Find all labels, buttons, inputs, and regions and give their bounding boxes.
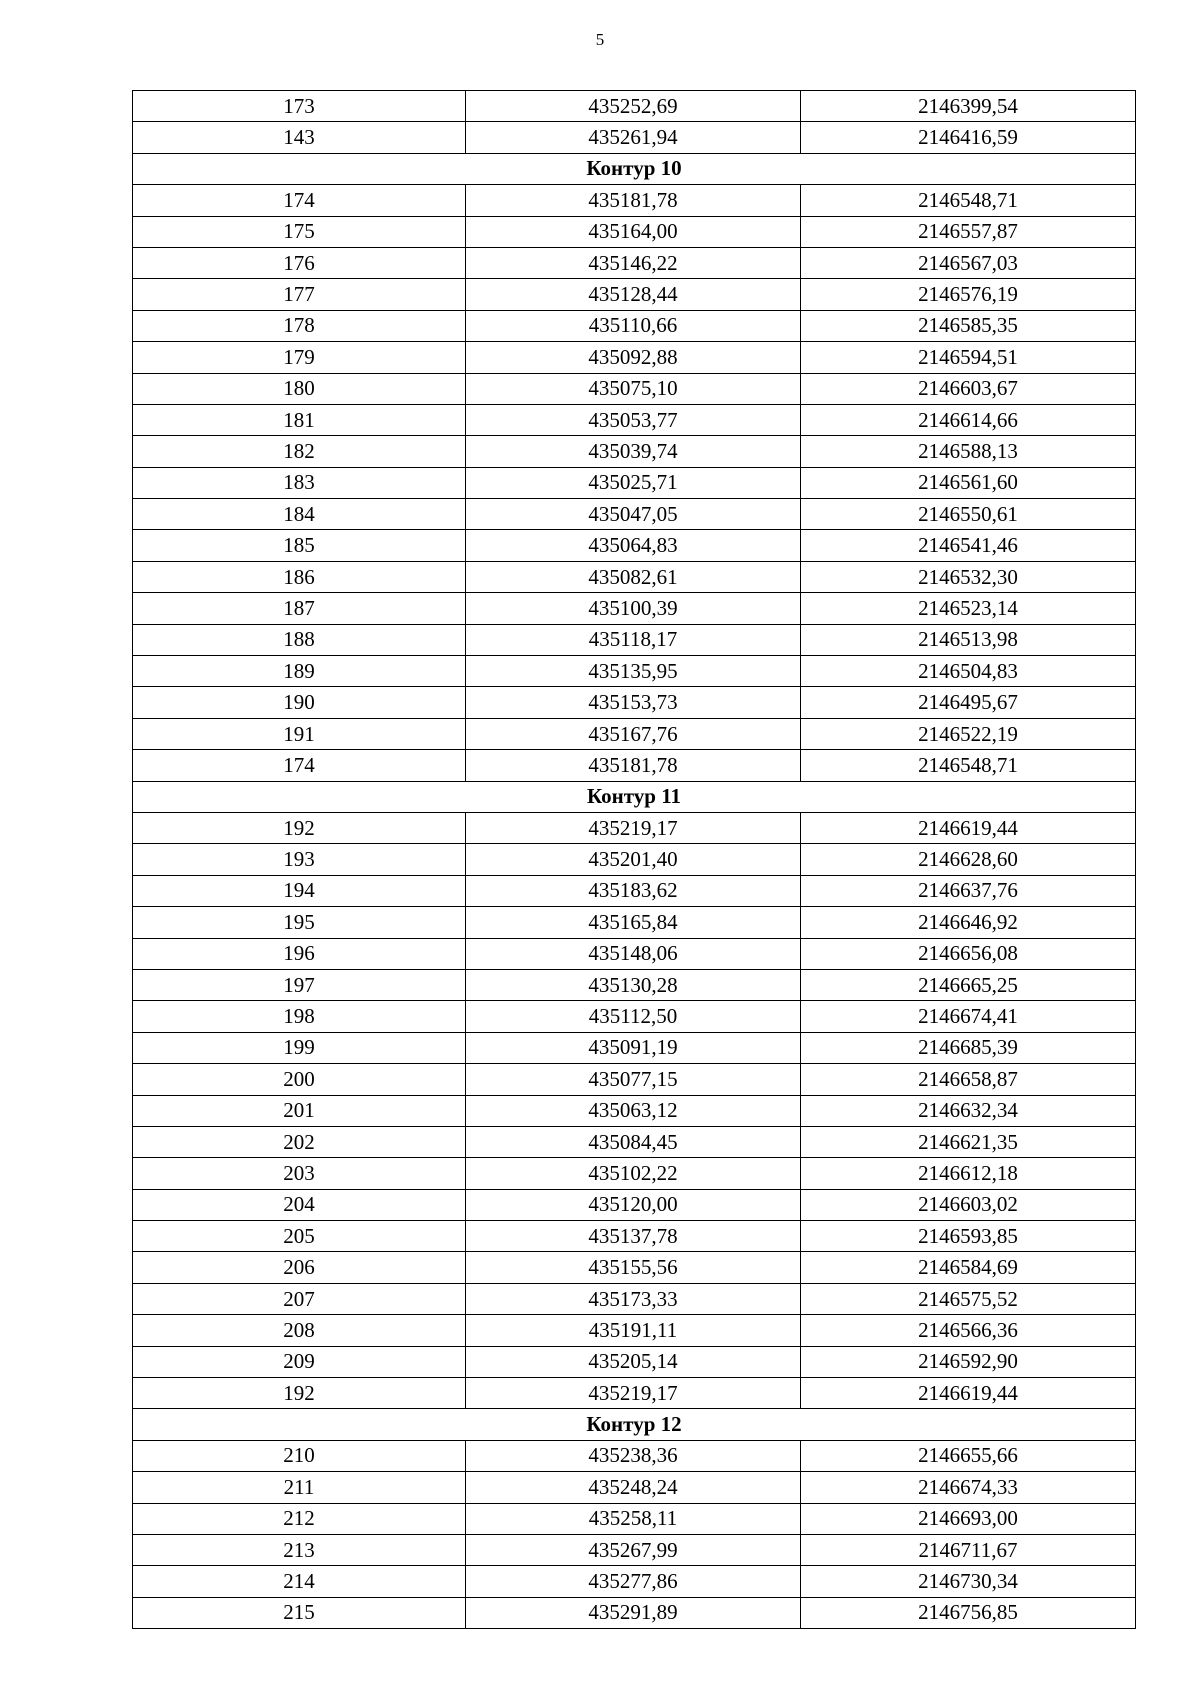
point-number-cell: 208 (133, 1315, 466, 1346)
table-row (133, 1346, 1136, 1377)
x-coordinate-cell: 435064,83 (466, 530, 801, 561)
y-coordinate-cell: 2146541,46 (801, 530, 1136, 561)
coordinates-table-body (133, 91, 1136, 1629)
x-coordinate-cell: 435153,73 (466, 687, 801, 718)
x-coordinate-cell: 435155,56 (466, 1252, 801, 1283)
table-row (133, 593, 1136, 624)
x-coordinate-cell: 435063,12 (466, 1095, 801, 1126)
point-number-cell: 198 (133, 1001, 466, 1032)
point-number-cell: 204 (133, 1189, 466, 1220)
y-coordinate-cell: 2146619,44 (801, 812, 1136, 843)
point-number-cell: 193 (133, 844, 466, 875)
x-coordinate-cell: 435091,19 (466, 1032, 801, 1063)
y-coordinate-cell: 2146504,83 (801, 656, 1136, 687)
y-coordinate-cell: 2146561,60 (801, 467, 1136, 498)
point-number-cell: 195 (133, 907, 466, 938)
point-number-cell: 181 (133, 404, 466, 435)
y-coordinate-cell: 2146594,51 (801, 342, 1136, 373)
table-row (133, 1252, 1136, 1283)
x-coordinate-cell: 435258,11 (466, 1503, 801, 1534)
y-coordinate-cell: 2146513,98 (801, 624, 1136, 655)
table-row (133, 1378, 1136, 1409)
point-number-cell: 192 (133, 812, 466, 843)
x-coordinate-cell: 435092,88 (466, 342, 801, 373)
x-coordinate-cell: 435173,33 (466, 1283, 801, 1314)
y-coordinate-cell: 2146603,02 (801, 1189, 1136, 1220)
x-coordinate-cell: 435025,71 (466, 467, 801, 498)
point-number-cell: 212 (133, 1503, 466, 1534)
x-coordinate-cell: 435181,78 (466, 185, 801, 216)
x-coordinate-cell: 435261,94 (466, 122, 801, 153)
point-number-cell: 194 (133, 875, 466, 906)
x-coordinate-cell: 435112,50 (466, 1001, 801, 1032)
y-coordinate-cell: 2146674,41 (801, 1001, 1136, 1032)
table-row (133, 875, 1136, 906)
point-number-cell: 197 (133, 969, 466, 1000)
y-coordinate-cell: 2146603,67 (801, 373, 1136, 404)
x-coordinate-cell: 435219,17 (466, 812, 801, 843)
point-number-cell: 203 (133, 1158, 466, 1189)
table-row (133, 1032, 1136, 1063)
point-number-cell: 206 (133, 1252, 466, 1283)
y-coordinate-cell: 2146658,87 (801, 1064, 1136, 1095)
y-coordinate-cell: 2146416,59 (801, 122, 1136, 153)
table-row (133, 1315, 1136, 1346)
table-row (133, 91, 1136, 122)
point-number-cell: 214 (133, 1566, 466, 1597)
table-row (133, 844, 1136, 875)
point-number-cell: 199 (133, 1032, 466, 1063)
x-coordinate-cell: 435181,78 (466, 750, 801, 781)
x-coordinate-cell: 435118,17 (466, 624, 801, 655)
y-coordinate-cell: 2146399,54 (801, 91, 1136, 122)
table-row (133, 1534, 1136, 1565)
page-number: 5 (595, 30, 605, 49)
point-number-cell: 183 (133, 467, 466, 498)
y-coordinate-cell: 2146523,14 (801, 593, 1136, 624)
y-coordinate-cell: 2146588,13 (801, 436, 1136, 467)
y-coordinate-cell: 2146674,33 (801, 1472, 1136, 1503)
y-coordinate-cell: 2146584,69 (801, 1252, 1136, 1283)
table-row (133, 1189, 1136, 1220)
x-coordinate-cell: 435120,00 (466, 1189, 801, 1220)
table-row (133, 530, 1136, 561)
table-row (133, 1440, 1136, 1471)
table-row (133, 1221, 1136, 1252)
y-coordinate-cell: 2146522,19 (801, 718, 1136, 749)
x-coordinate-cell: 435248,24 (466, 1472, 801, 1503)
table-row (133, 185, 1136, 216)
y-coordinate-cell: 2146612,18 (801, 1158, 1136, 1189)
point-number-cell: 213 (133, 1534, 466, 1565)
y-coordinate-cell: 2146621,35 (801, 1126, 1136, 1157)
table-row (133, 499, 1136, 530)
table-row (133, 342, 1136, 373)
table-row (133, 436, 1136, 467)
table-row (133, 404, 1136, 435)
x-coordinate-cell: 435047,05 (466, 499, 801, 530)
x-coordinate-cell: 435102,22 (466, 1158, 801, 1189)
point-number-cell: 207 (133, 1283, 466, 1314)
x-coordinate-cell: 435084,45 (466, 1126, 801, 1157)
point-number-cell: 185 (133, 530, 466, 561)
y-coordinate-cell: 2146614,66 (801, 404, 1136, 435)
x-coordinate-cell: 435053,77 (466, 404, 801, 435)
contour-title: Контур 10 (133, 153, 1136, 184)
table-row (133, 1064, 1136, 1095)
table-row (133, 969, 1136, 1000)
contour-header-row (133, 781, 1136, 812)
point-number-cell: 179 (133, 342, 466, 373)
point-number-cell: 205 (133, 1221, 466, 1252)
table-row (133, 373, 1136, 404)
point-number-cell: 184 (133, 499, 466, 530)
x-coordinate-cell: 435165,84 (466, 907, 801, 938)
y-coordinate-cell: 2146557,87 (801, 216, 1136, 247)
point-number-cell: 215 (133, 1597, 466, 1628)
point-number-cell: 200 (133, 1064, 466, 1095)
table-row (133, 467, 1136, 498)
point-number-cell: 177 (133, 279, 466, 310)
x-coordinate-cell: 435252,69 (466, 91, 801, 122)
point-number-cell: 211 (133, 1472, 466, 1503)
table-row (133, 938, 1136, 969)
table-row (133, 1095, 1136, 1126)
x-coordinate-cell: 435205,14 (466, 1346, 801, 1377)
table-row (133, 247, 1136, 278)
point-number-cell: 176 (133, 247, 466, 278)
table-row (133, 687, 1136, 718)
y-coordinate-cell: 2146632,34 (801, 1095, 1136, 1126)
table-row (133, 1158, 1136, 1189)
y-coordinate-cell: 2146711,67 (801, 1534, 1136, 1565)
point-number-cell: 201 (133, 1095, 466, 1126)
table-row (133, 1566, 1136, 1597)
table-row (133, 1597, 1136, 1628)
contour-title: Контур 11 (133, 781, 1136, 812)
point-number-cell: 190 (133, 687, 466, 718)
y-coordinate-cell: 2146548,71 (801, 750, 1136, 781)
x-coordinate-cell: 435219,17 (466, 1378, 801, 1409)
y-coordinate-cell: 2146628,60 (801, 844, 1136, 875)
point-number-cell: 173 (133, 91, 466, 122)
point-number-cell: 202 (133, 1126, 466, 1157)
table-row (133, 216, 1136, 247)
x-coordinate-cell: 435148,06 (466, 938, 801, 969)
y-coordinate-cell: 2146575,52 (801, 1283, 1136, 1314)
point-number-cell: 188 (133, 624, 466, 655)
point-number-cell: 182 (133, 436, 466, 467)
x-coordinate-cell: 435137,78 (466, 1221, 801, 1252)
x-coordinate-cell: 435130,28 (466, 969, 801, 1000)
x-coordinate-cell: 435100,39 (466, 593, 801, 624)
x-coordinate-cell: 435110,66 (466, 310, 801, 341)
x-coordinate-cell: 435267,99 (466, 1534, 801, 1565)
table-row (133, 907, 1136, 938)
x-coordinate-cell: 435039,74 (466, 436, 801, 467)
contour-header-row (133, 153, 1136, 184)
y-coordinate-cell: 2146656,08 (801, 938, 1136, 969)
x-coordinate-cell: 435191,11 (466, 1315, 801, 1346)
table-row (133, 718, 1136, 749)
x-coordinate-cell: 435075,10 (466, 373, 801, 404)
x-coordinate-cell: 435164,00 (466, 216, 801, 247)
table-row (133, 656, 1136, 687)
table-row (133, 1001, 1136, 1032)
table-row (133, 812, 1136, 843)
point-number-cell: 175 (133, 216, 466, 247)
table-row (133, 561, 1136, 592)
point-number-cell: 196 (133, 938, 466, 969)
x-coordinate-cell: 435238,36 (466, 1440, 801, 1471)
point-number-cell: 209 (133, 1346, 466, 1377)
x-coordinate-cell: 435077,15 (466, 1064, 801, 1095)
point-number-cell: 186 (133, 561, 466, 592)
y-coordinate-cell: 2146566,36 (801, 1315, 1136, 1346)
table-row (133, 624, 1136, 655)
contour-title: Контур 12 (133, 1409, 1136, 1440)
coordinates-table (132, 90, 1136, 1629)
y-coordinate-cell: 2146495,67 (801, 687, 1136, 718)
y-coordinate-cell: 2146592,90 (801, 1346, 1136, 1377)
x-coordinate-cell: 435135,95 (466, 656, 801, 687)
y-coordinate-cell: 2146532,30 (801, 561, 1136, 592)
y-coordinate-cell: 2146567,03 (801, 247, 1136, 278)
y-coordinate-cell: 2146585,35 (801, 310, 1136, 341)
table-row (133, 1472, 1136, 1503)
contour-header-row (133, 1409, 1136, 1440)
x-coordinate-cell: 435291,89 (466, 1597, 801, 1628)
table-row (133, 1283, 1136, 1314)
x-coordinate-cell: 435146,22 (466, 247, 801, 278)
y-coordinate-cell: 2146550,61 (801, 499, 1136, 530)
y-coordinate-cell: 2146637,76 (801, 875, 1136, 906)
point-number-cell: 210 (133, 1440, 466, 1471)
x-coordinate-cell: 435167,76 (466, 718, 801, 749)
table-row (133, 279, 1136, 310)
y-coordinate-cell: 2146576,19 (801, 279, 1136, 310)
point-number-cell: 187 (133, 593, 466, 624)
x-coordinate-cell: 435277,86 (466, 1566, 801, 1597)
point-number-cell: 191 (133, 718, 466, 749)
x-coordinate-cell: 435082,61 (466, 561, 801, 592)
y-coordinate-cell: 2146619,44 (801, 1378, 1136, 1409)
x-coordinate-cell: 435128,44 (466, 279, 801, 310)
y-coordinate-cell: 2146646,92 (801, 907, 1136, 938)
table-row (133, 1126, 1136, 1157)
y-coordinate-cell: 2146730,34 (801, 1566, 1136, 1597)
point-number-cell: 180 (133, 373, 466, 404)
point-number-cell: 174 (133, 750, 466, 781)
point-number-cell: 143 (133, 122, 466, 153)
x-coordinate-cell: 435201,40 (466, 844, 801, 875)
point-number-cell: 189 (133, 656, 466, 687)
y-coordinate-cell: 2146548,71 (801, 185, 1136, 216)
y-coordinate-cell: 2146593,85 (801, 1221, 1136, 1252)
y-coordinate-cell: 2146693,00 (801, 1503, 1136, 1534)
y-coordinate-cell: 2146665,25 (801, 969, 1136, 1000)
table-row (133, 122, 1136, 153)
y-coordinate-cell: 2146756,85 (801, 1597, 1136, 1628)
table-row (133, 1503, 1136, 1534)
point-number-cell: 178 (133, 310, 466, 341)
point-number-cell: 192 (133, 1378, 466, 1409)
point-number-cell: 174 (133, 185, 466, 216)
x-coordinate-cell: 435183,62 (466, 875, 801, 906)
table-row (133, 310, 1136, 341)
y-coordinate-cell: 2146685,39 (801, 1032, 1136, 1063)
table-row (133, 750, 1136, 781)
y-coordinate-cell: 2146655,66 (801, 1440, 1136, 1471)
